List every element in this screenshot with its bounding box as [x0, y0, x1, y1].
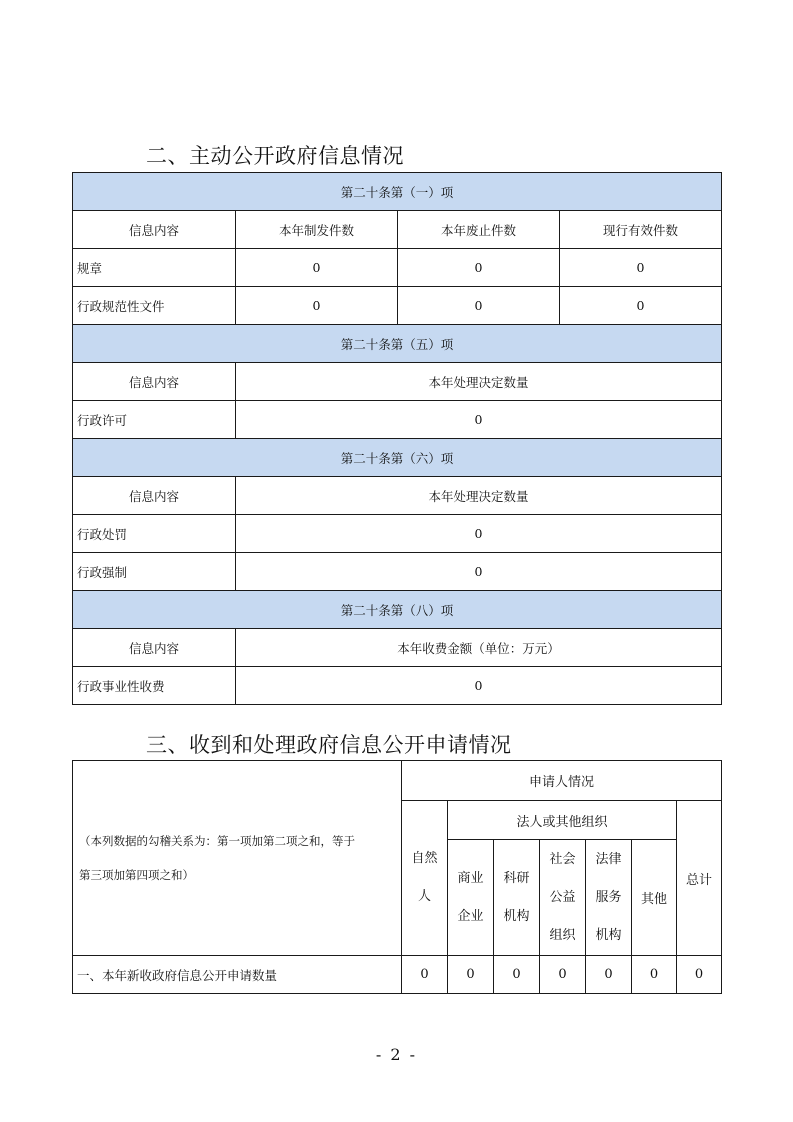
applicant-header-row [73, 761, 722, 801]
table-row [73, 401, 722, 439]
art8-section-row [73, 591, 722, 629]
research-header [494, 840, 540, 956]
section-3-heading: 三、收到和处理政府信息公开申请情况 [146, 733, 512, 757]
cell-value: 0 [398, 249, 560, 287]
cell-value: 0 [236, 249, 398, 287]
commercial-line-2: 企业 [457, 908, 484, 924]
cell-value: 0 [540, 956, 586, 994]
row-label: 行政许可 [73, 401, 236, 439]
legal-org-header: 法人或其他组织 [448, 801, 677, 840]
col-header-content: 信息内容 [73, 629, 236, 667]
col-header-decisions: 本年处理决定数量 [236, 363, 722, 401]
art6-title: 第二十条第（六）项 [73, 439, 722, 477]
note-line-1: （本列数据的勾稽关系为：第一项加第二项之和，等于 [79, 834, 355, 848]
legal-service-line-3: 机构 [595, 927, 622, 943]
cell-value: 0 [236, 287, 398, 325]
row-label: 一、本年新收政府信息公开申请数量 [73, 956, 402, 994]
note-line-2: 第三项加第四项之和） [79, 868, 194, 882]
art8-header-row [73, 629, 722, 667]
table-row [73, 956, 722, 994]
col-header-content: 信息内容 [73, 211, 236, 249]
applicant-header: 申请人情况 [402, 761, 722, 801]
total-header: 总计 [677, 801, 722, 956]
other-header: 其他 [632, 840, 677, 956]
cell-value: 0 [560, 287, 722, 325]
cell-value: 0 [236, 401, 722, 439]
row-label: 规章 [73, 249, 236, 287]
section-2-heading: 二、主动公开政府信息情况 [146, 144, 404, 168]
col-header-content: 信息内容 [73, 477, 236, 515]
cell-value: 0 [560, 249, 722, 287]
cell-value: 0 [586, 956, 632, 994]
cell-value: 0 [236, 667, 722, 705]
art6-header-row [73, 477, 722, 515]
table-row [73, 287, 722, 325]
research-line-2: 机构 [503, 908, 530, 924]
research-line-1: 科研 [503, 870, 530, 886]
social-line-3: 组织 [549, 927, 576, 943]
art1-section-row [73, 173, 722, 211]
cell-value: 0 [448, 956, 494, 994]
row-label: 行政处罚 [73, 515, 236, 553]
table-row [73, 249, 722, 287]
commercial-line-1: 商业 [457, 870, 484, 886]
col-header-fees: 本年收费金额（单位：万元） [236, 629, 722, 667]
art5-header-row [73, 363, 722, 401]
row-label: 行政强制 [73, 553, 236, 591]
cell-value: 0 [236, 515, 722, 553]
legal-service-line-2: 服务 [595, 889, 622, 905]
cell-value: 0 [236, 553, 722, 591]
cell-value: 0 [398, 287, 560, 325]
table-row [73, 667, 722, 705]
social-line-1: 社会 [549, 851, 576, 867]
art5-title: 第二十条第（五）项 [73, 325, 722, 363]
table-row [73, 553, 722, 591]
legal-service-header [586, 840, 632, 956]
art5-section-row [73, 325, 722, 363]
row-label: 行政规范性文件 [73, 287, 236, 325]
page-number: - 2 - [375, 1045, 418, 1064]
legal-service-line-1: 法律 [595, 851, 622, 867]
social-welfare-header [540, 840, 586, 956]
social-line-2: 公益 [549, 889, 576, 905]
table-row [73, 515, 722, 553]
row-label: 行政事业性收费 [73, 667, 236, 705]
cell-value: 0 [494, 956, 540, 994]
col-header-decisions: 本年处理决定数量 [236, 477, 722, 515]
cell-value: 0 [677, 956, 722, 994]
cell-value: 0 [402, 956, 448, 994]
natural-person-line-2: 人 [417, 889, 431, 904]
art1-header-row [73, 211, 722, 249]
col-header-issued: 本年制发件数 [236, 211, 398, 249]
commercial-header [448, 840, 494, 956]
natural-person-line-1: 自然 [411, 851, 438, 866]
cell-value: 0 [632, 956, 677, 994]
art6-section-row [73, 439, 722, 477]
art1-title: 第二十条第（一）项 [73, 173, 722, 211]
reconciliation-note [73, 761, 402, 956]
col-header-valid: 现行有效件数 [560, 211, 722, 249]
col-header-repealed: 本年废止件数 [398, 211, 560, 249]
natural-person-header [402, 801, 448, 956]
application-handling-table [72, 760, 722, 994]
col-header-content: 信息内容 [73, 363, 236, 401]
proactive-disclosure-table [72, 172, 722, 705]
art8-title: 第二十条第（八）项 [73, 591, 722, 629]
